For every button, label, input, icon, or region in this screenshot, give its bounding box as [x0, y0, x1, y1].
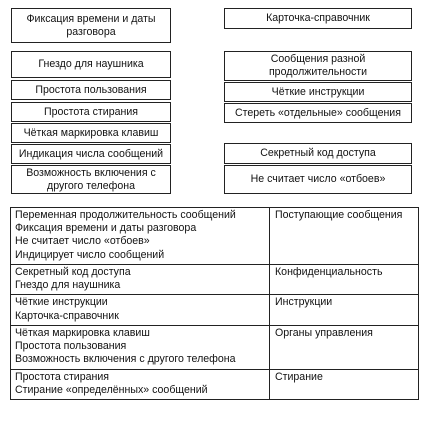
group-row: [11, 264, 419, 294]
group-items: [11, 264, 270, 294]
group-items: [11, 208, 270, 265]
group-items: [11, 295, 270, 325]
attribute-card: Фиксация времени и даты разговора: [11, 8, 171, 43]
attribute-card: Сообщения разной продолжительности: [224, 51, 412, 81]
group-category: Поступающие сообщения: [270, 208, 419, 265]
attribute-card: Чёткая маркировка клавиш: [11, 123, 171, 143]
attribute-card: Карточка-справочник: [224, 8, 412, 29]
group-row: [11, 295, 419, 325]
group-item: Индицирует число сообщений: [15, 248, 165, 261]
group-category: Стирание: [270, 369, 419, 399]
group-item: Стирание «определённых» сообщений: [15, 383, 208, 396]
attribute-card: Стереть «отдельные» сообщения: [224, 103, 412, 123]
group-items: [11, 325, 270, 369]
group-item: Гнездо для наушника: [15, 279, 121, 292]
group-item: Простота стирания: [15, 370, 110, 383]
group-row: [11, 369, 419, 399]
attribute-card: Секретный код доступа: [224, 143, 412, 164]
attribute-card: Возможность включения с другого телефона: [11, 165, 171, 194]
group-item: Чёткая маркировка клавиш: [15, 326, 150, 339]
group-item: Фиксация времени и даты разговора: [15, 222, 197, 235]
attribute-card: Простота стирания: [11, 102, 171, 122]
affinity-group-table: [10, 207, 419, 400]
group-item: Чёткие инструкции: [15, 296, 108, 309]
group-item: Простота пользования: [15, 340, 127, 353]
group-item: Возможность включения с другого телефона: [15, 353, 236, 366]
group-category: Инструкции: [270, 295, 419, 325]
group-items: [11, 369, 270, 399]
group-category: Конфиденциальность: [270, 264, 419, 294]
group-item: Переменная продолжительность сообщений: [15, 209, 236, 221]
attribute-card: Индикация числа сообщений: [11, 144, 171, 164]
attribute-card: Не считает число «отбоев»: [224, 165, 412, 194]
group-item: Секретный код доступа: [15, 265, 131, 278]
attribute-card: Простота пользования: [11, 80, 171, 100]
group-row: [11, 325, 419, 369]
group-item: Карточка-справочник: [15, 309, 119, 322]
attribute-card: Чёткие инструкции: [224, 82, 412, 102]
group-category: Органы управления: [270, 325, 419, 369]
group-row: [11, 208, 419, 265]
attribute-card: Гнездо для наушника: [11, 51, 171, 78]
group-item: Не считает число «отбоев»: [15, 235, 150, 248]
